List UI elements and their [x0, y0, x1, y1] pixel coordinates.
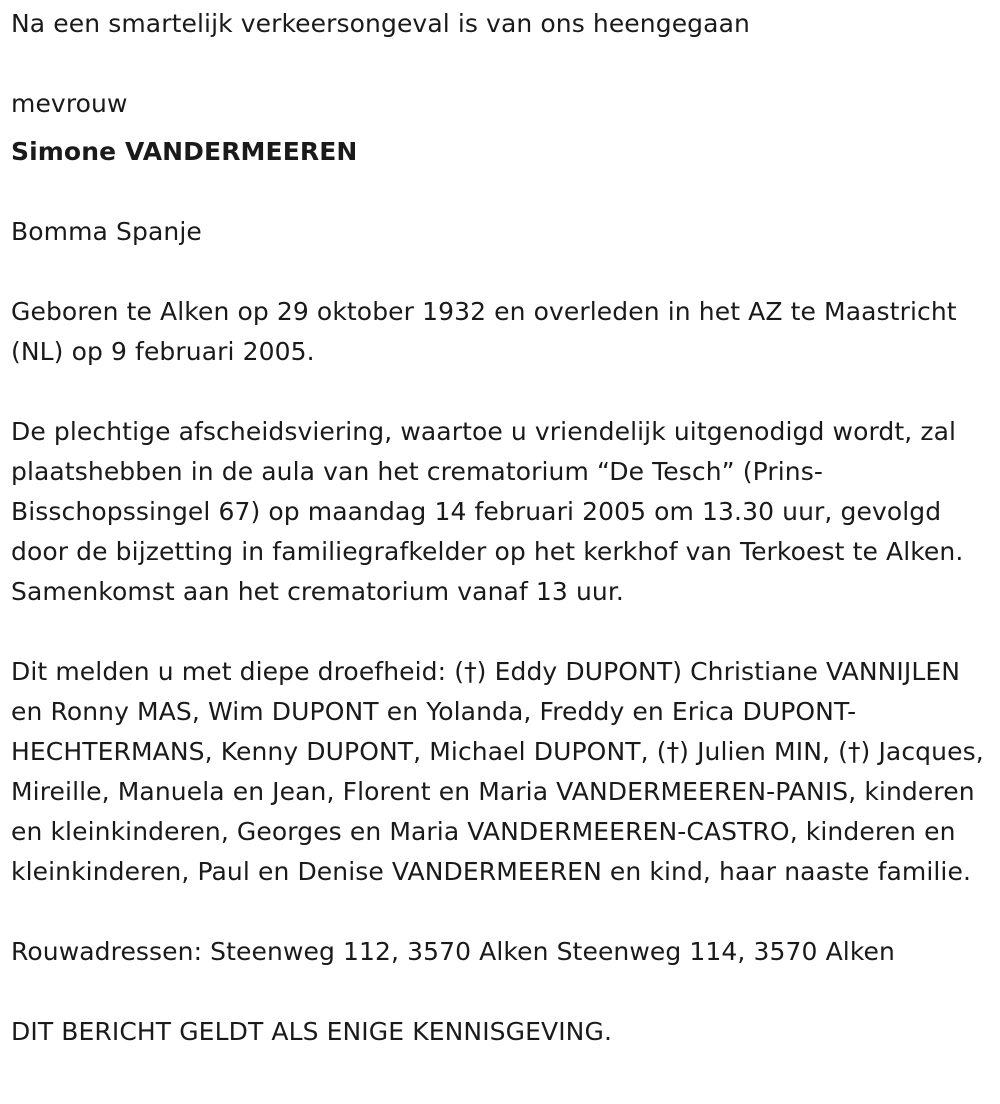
family-paragraph: Dit melden u met diepe droefheid: (†) Eddy DUPONT) Christiane VANNIJLEN en Ronny MAS, Wim DUPONT en Yolanda, Freddy en Erica DUPONT-HECHTERMANS, Kenny DUPONT, Michael DUPONT, (†) Julien MIN, (†) Jacques, Mireille, Manuela en Jean, Florent en Maria VANDERMEEREN-PANIS, kinderen en kleinkinderen, Georges en Maria VANDERMEEREN-CASTRO, kinderen en kleinkinderen, Paul en Denise VANDERMEEREN en kind, haar naaste familie. — [11, 657, 984, 886]
death-notice — [11, 4, 991, 1052]
intro-line: Na een smartelijk verkeersongeval is van ons heengegaan — [11, 9, 750, 38]
birth-death-paragraph: Geboren te Alken op 29 oktober 1932 en overleden in het AZ te Maastricht (NL) op 9 februari 2005. — [11, 297, 957, 366]
spacer — [11, 124, 991, 132]
nickname-line: Bomma Spanje — [11, 217, 202, 246]
spacer — [11, 612, 991, 652]
ceremony-paragraph: De plechtige afscheidsviering, waartoe u vriendelijk uitgenodigd wordt, zal plaatshebben in de aula van het crematorium “De Tesch” (Prins-Bisschopssingel 67) op maandag 14 februari 2005 om 13.30 uur, gevolgd door de bijzetting in familiegrafkelder op het kerkhof van Terkoest te Alken. Samenkomst aan het crematorium vanaf 13 uur. — [11, 417, 964, 606]
spacer — [11, 972, 991, 1012]
deceased-name: Simone VANDERMEEREN — [11, 137, 358, 166]
spacer — [11, 372, 991, 412]
addresses-line: Rouwadressen: Steenweg 112, 3570 Alken Steenweg 114, 3570 Alken — [11, 937, 895, 966]
spacer — [11, 44, 991, 84]
spacer — [11, 892, 991, 932]
closing-line: DIT BERICHT GELDT ALS ENIGE KENNISGEVING. — [11, 1017, 612, 1046]
spacer — [11, 252, 991, 292]
title-line: mevrouw — [11, 89, 128, 118]
spacer — [11, 172, 991, 212]
